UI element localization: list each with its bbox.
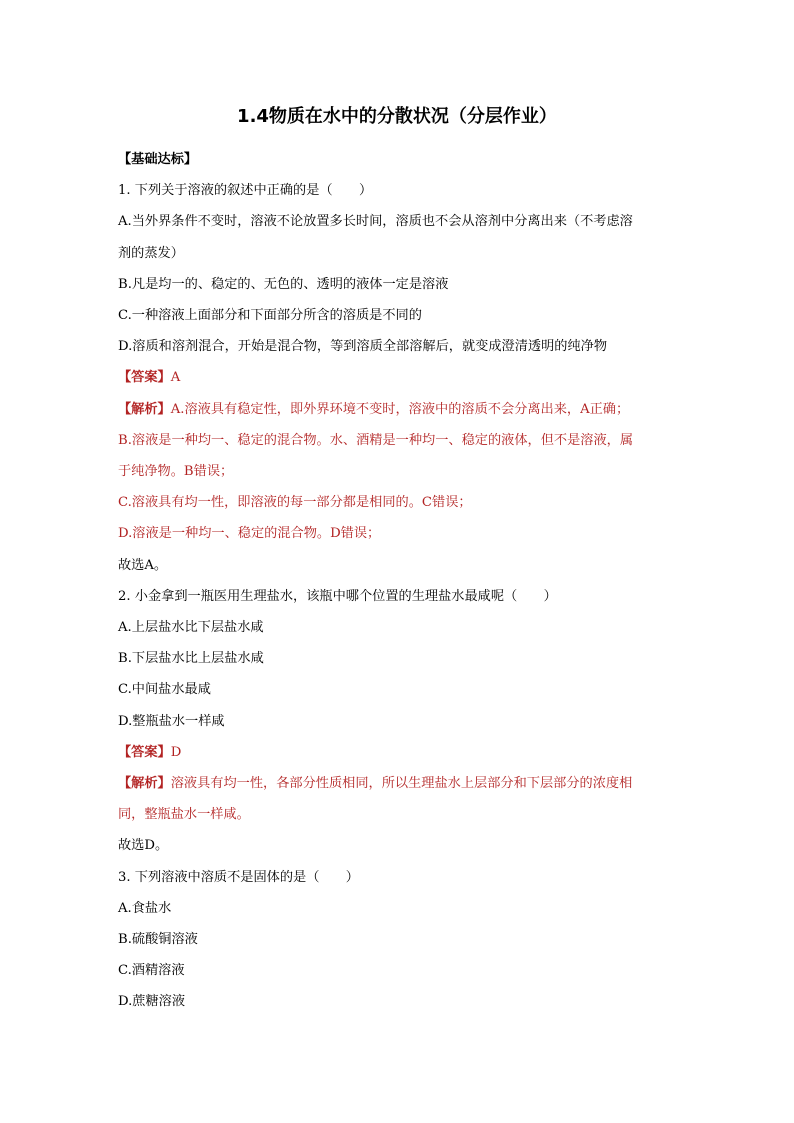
- question-3-option-d: D.蔗糖溶液: [118, 994, 186, 1010]
- question-2-option-d: D.整瓶盐水一样咸: [118, 713, 225, 729]
- page-title: 1.4物质在水中的分散状况（分层作业）: [237, 106, 557, 127]
- question-1-analysis-2-cont: 于纯净物。B错误；: [118, 464, 234, 480]
- question-1-answer: [118, 362, 678, 393]
- answer-tag: 【答案】: [118, 744, 171, 760]
- analysis-tag: 【解析】: [118, 776, 171, 792]
- answer-value: A: [170, 370, 181, 386]
- question-2-analysis-2: 同，整瓶盐水一样咸。: [118, 807, 250, 823]
- question-2-analysis-1: [118, 768, 678, 799]
- question-2-option-c: C.中间盐水最咸: [118, 682, 211, 698]
- question-1-option-b: B.凡是均一的、稳定的、无色的、透明的液体一定是溶液: [118, 276, 449, 292]
- question-3-option-a: A.食盐水: [118, 900, 172, 916]
- document-body: [118, 144, 678, 1018]
- question-1-option-d: D.溶质和溶剂混合，开始是混合物，等到溶质全部溶解后，就变成澄清透明的纯净物: [118, 339, 608, 355]
- question-3-option-b: B.硫酸铜溶液: [118, 932, 198, 948]
- analysis-text: A.溶液具有稳定性，即外界环境不变时，溶液中的溶质不会分离出来，A正确；: [170, 401, 630, 417]
- question-1-option-c: C.一种溶液上面部分和下面部分所含的溶质是不同的: [118, 308, 422, 324]
- question-2-option-b: B.下层盐水比上层盐水咸: [118, 651, 264, 667]
- question-2-conclusion: 故选D。: [118, 838, 169, 854]
- question-1-option-a-cont: 剂的蒸发）: [118, 245, 184, 261]
- question-1-stem: 1. 下列关于溶液的叙述中正确的是（ ）: [118, 183, 373, 199]
- question-2-stem: 2. 小金拿到一瓶医用生理盐水，该瓶中哪个位置的生理盐水最咸呢（ ）: [118, 588, 557, 604]
- question-1-option-a: A.当外界条件不变时，溶液不论放置多长时间，溶质也不会从溶剂中分离出来（不考虑溶: [118, 214, 633, 230]
- question-1-analysis-2: B.溶液是一种均一、稳定的混合物。水、酒精是一种均一、稳定的液体，但不是溶液，属: [118, 432, 634, 448]
- question-2-answer: [118, 737, 678, 768]
- question-1-conclusion: 故选A。: [118, 557, 168, 573]
- section-heading: 【基础达标】: [118, 152, 198, 167]
- answer-value: D: [170, 744, 182, 760]
- analysis-text: 溶液具有均一性，各部分性质相同，所以生理盐水上层部分和下层部分的浓度相: [170, 776, 633, 792]
- analysis-tag: 【解析】: [118, 401, 171, 417]
- question-3-option-c: C.酒精溶液: [118, 963, 185, 979]
- question-1-analysis-3: C.溶液具有均一性，即溶液的每一部分都是相同的。C错误；: [118, 495, 472, 511]
- answer-tag: 【答案】: [118, 370, 171, 386]
- question-1-analysis-1: [118, 394, 678, 425]
- question-3-stem: 3. 下列溶液中溶质不是固体的是（ ）: [118, 869, 359, 885]
- question-2-option-a: A.上层盐水比下层盐水咸: [118, 620, 264, 636]
- question-1-analysis-4: D.溶液是一种均一、稳定的混合物。D错误；: [118, 526, 381, 542]
